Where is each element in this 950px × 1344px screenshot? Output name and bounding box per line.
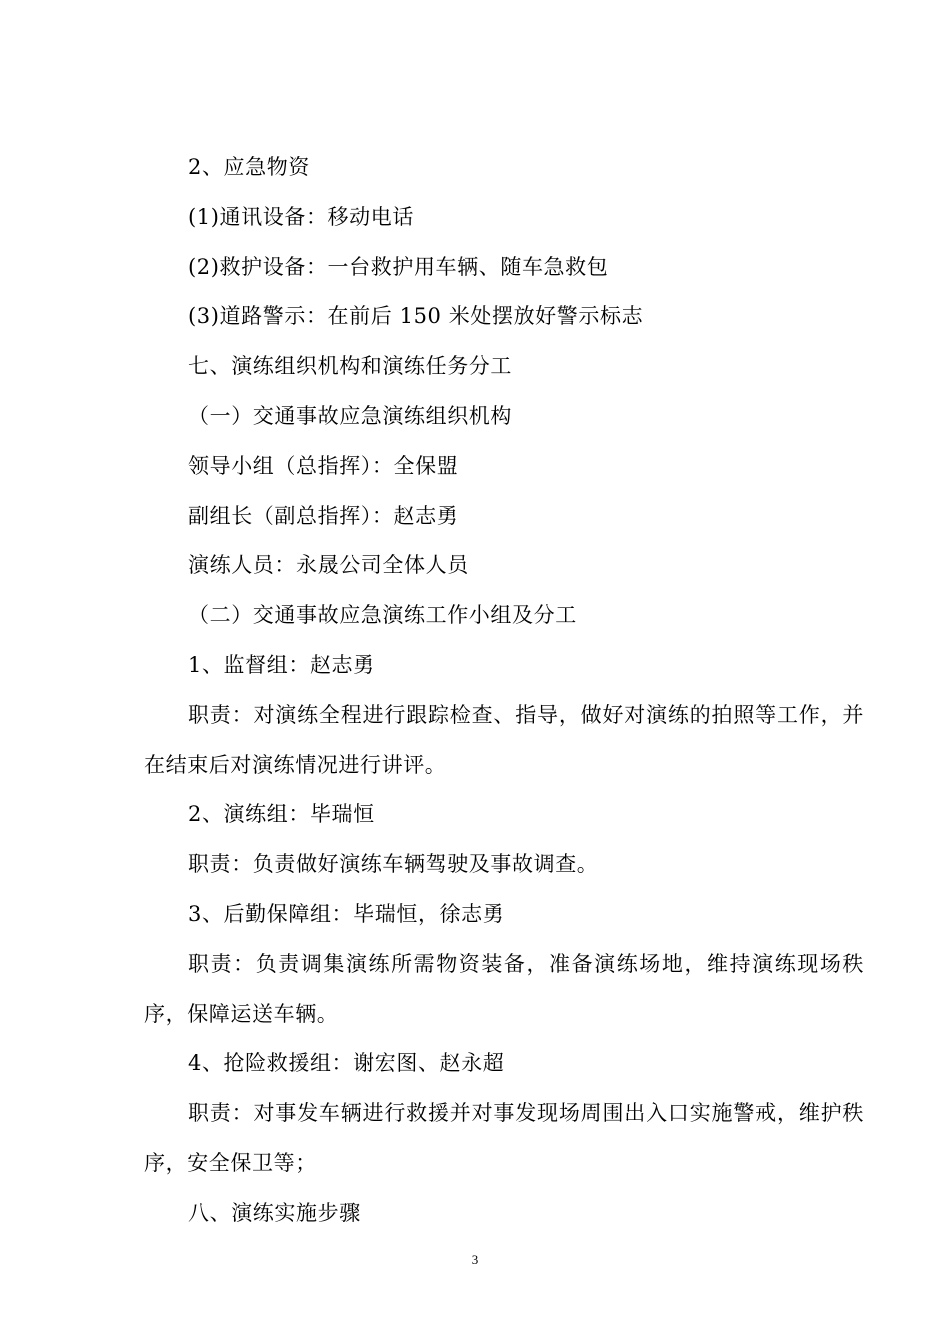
supervision-duties: 职责：对演练全程进行跟踪检查、指导，做好对演练的拍照等工作，并在结束后对演练情况进行讲评。 (144, 702, 864, 777)
drill-duties: 职责：负责做好演练车辆驾驶及事故调查。 (188, 852, 599, 877)
section-heading-implementation: 八、演练实施步骤 (188, 1200, 361, 1225)
leadership-group: 领导小组（总指挥）：全保盟 (188, 453, 459, 478)
item-communication-equipment: (1)通讯设备：移动电话 (188, 204, 414, 229)
page-number: 3 (471, 1252, 479, 1267)
subheading-organization-structure: （一）交通事故应急演练组织机构 (188, 403, 512, 428)
section-heading-organization: 七、演练组织机构和演练任务分工 (188, 354, 512, 379)
rescue-duties: 职责：对事发车辆进行救援并对事发现场周围出入口实施警戒，维护秩序，安全保卫等； (144, 1101, 864, 1175)
logistics-group: 3、后勤保障组：毕瑞恒，徐志勇 (188, 901, 505, 926)
heading-emergency-supplies: 2、应急物资 (188, 155, 310, 179)
rescue-group: 4、抢险救援组：谢宏图、赵永超 (188, 1051, 505, 1076)
logistics-duties: 职责：负责调集演练所需物资装备，准备演练场地，维持演练现场秩序，保障运送车辆。 (144, 951, 864, 1026)
drill-group: 2、演练组：毕瑞恒 (188, 802, 375, 827)
item-rescue-equipment: (2)救护设备：一台救护用车辆、随车急救包 (188, 254, 609, 279)
document-body (144, 143, 864, 1239)
deputy-leader: 副组长（副总指挥）：赵志勇 (188, 503, 459, 528)
subheading-work-groups: （二）交通事故应急演练工作小组及分工 (188, 603, 577, 628)
item-road-warning: (3)道路警示：在前后 150 米处摆放好警示标志 (188, 304, 644, 329)
supervision-group: 1、监督组：赵志勇 (188, 652, 375, 677)
drill-personnel: 演练人员：永晟公司全体人员 (188, 553, 469, 578)
